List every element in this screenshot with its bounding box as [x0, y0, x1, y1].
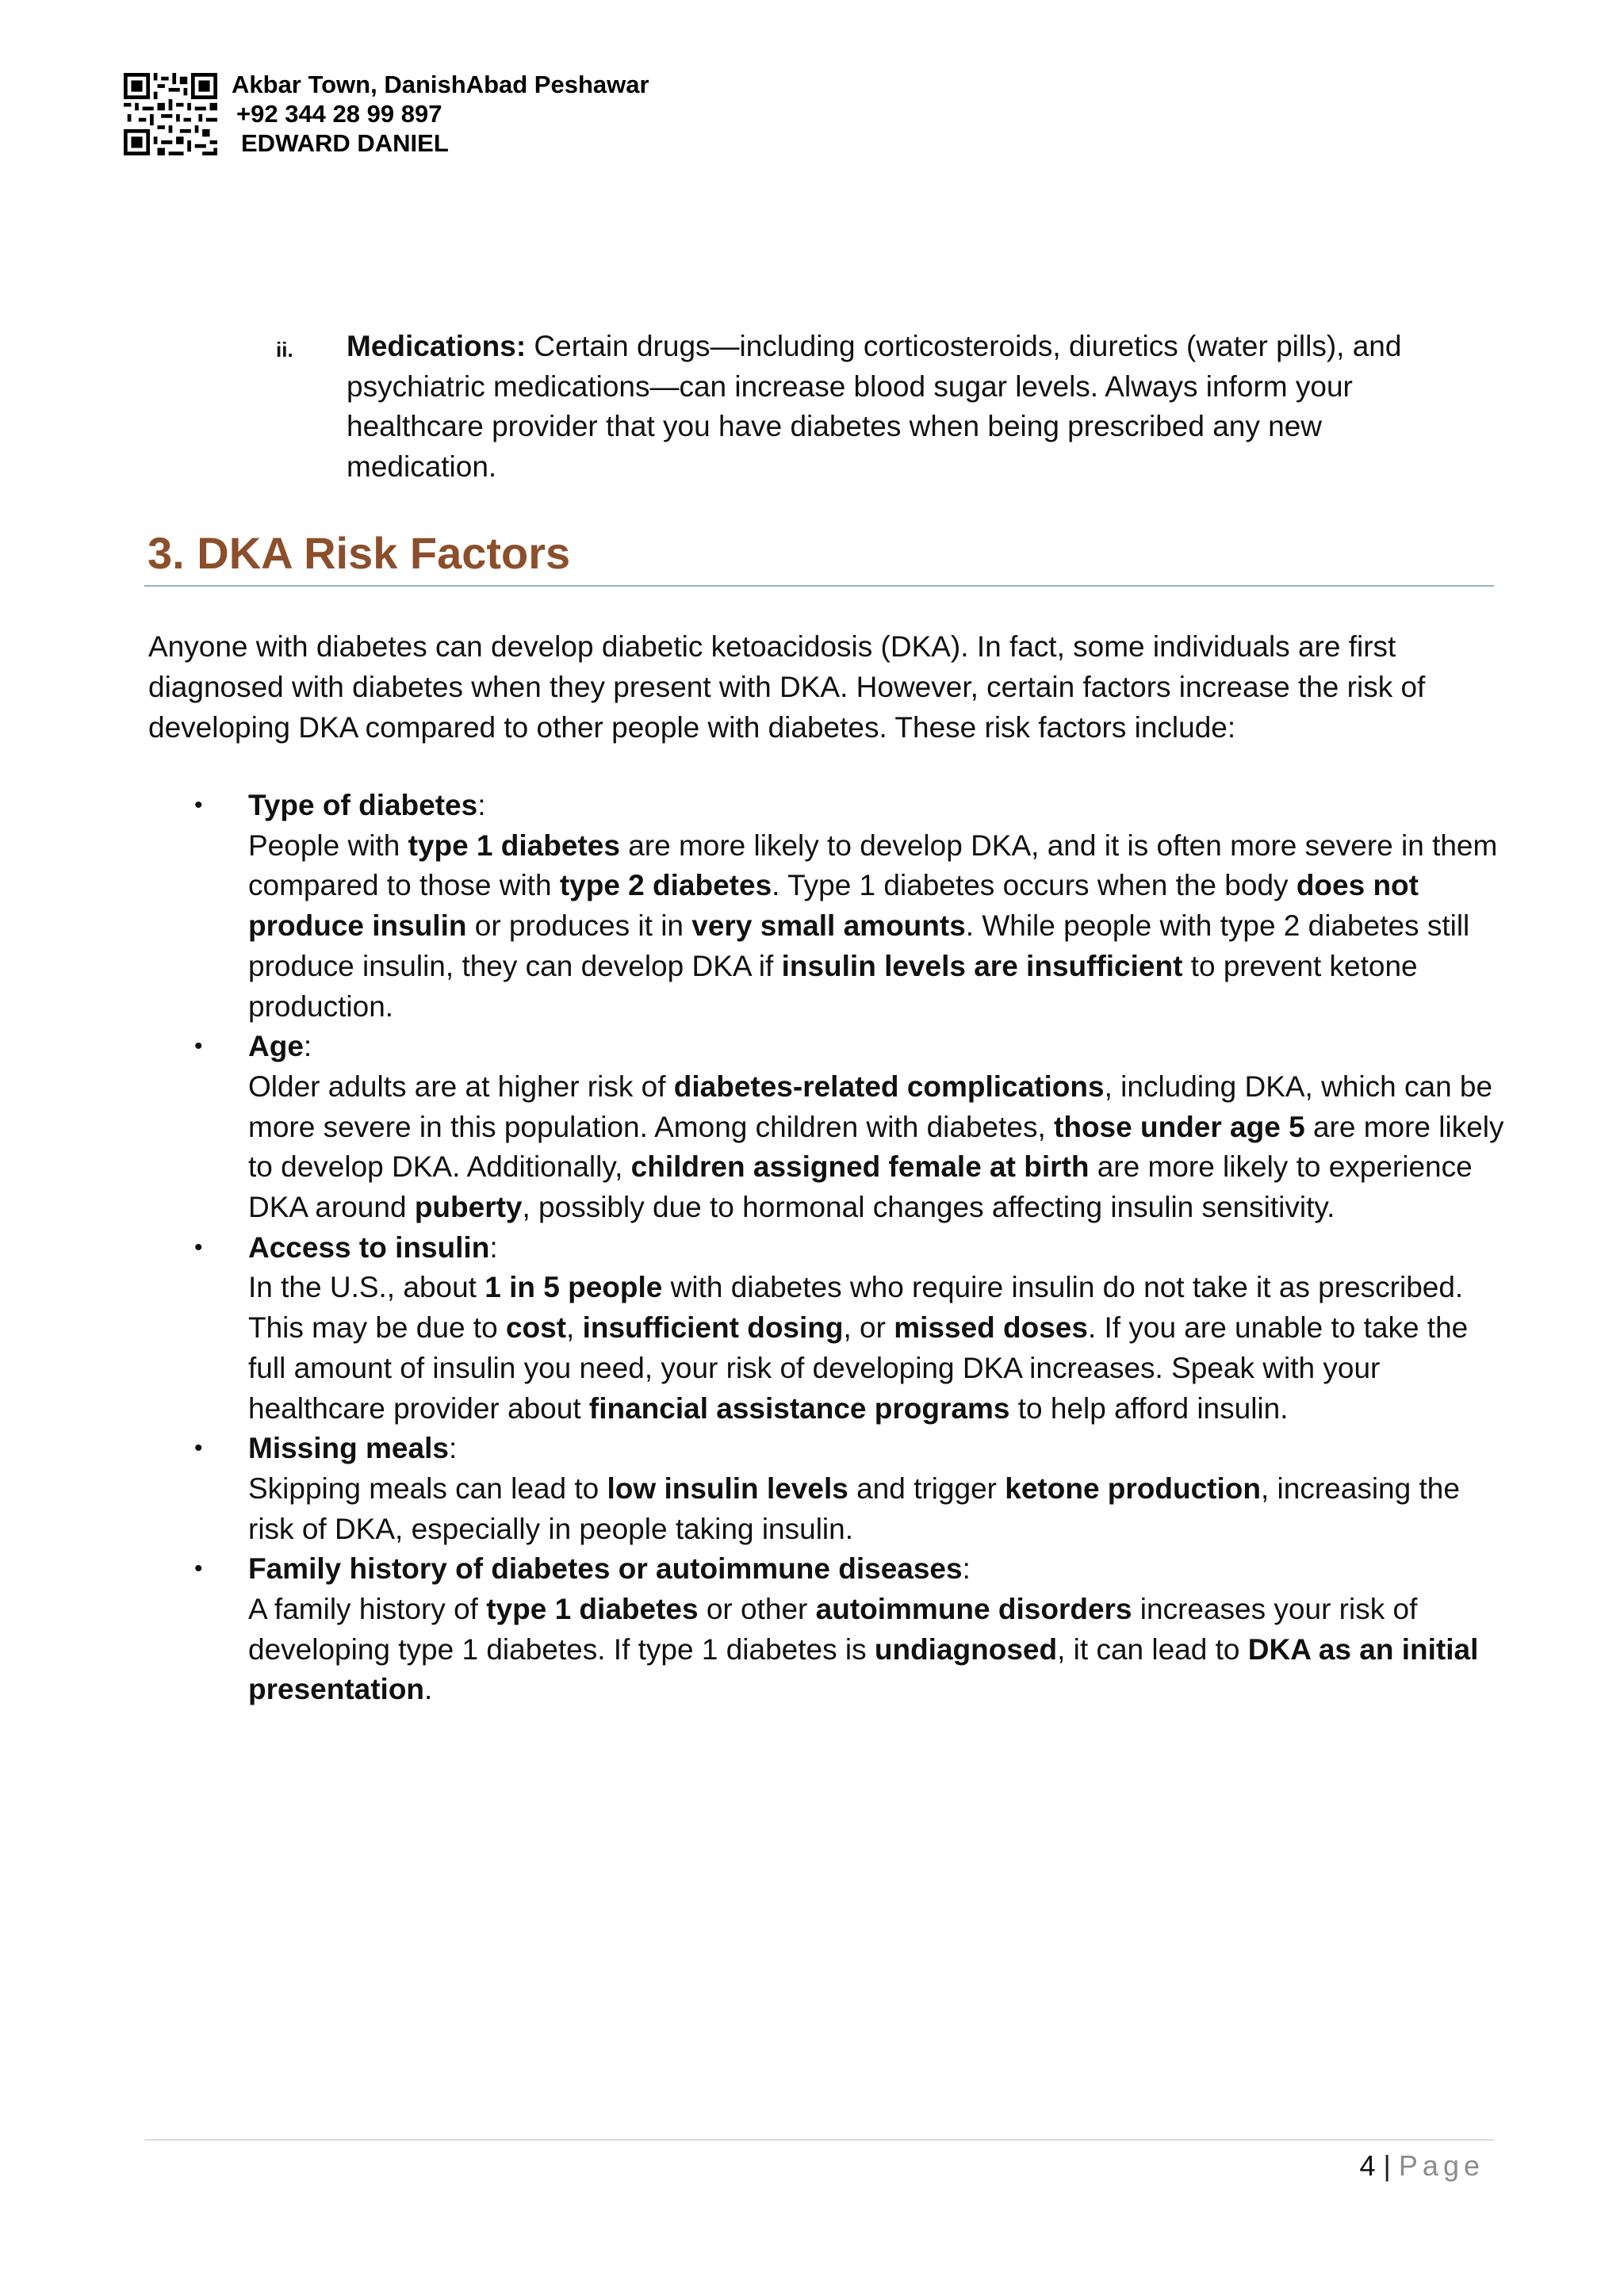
text-run: , increasing the risk of DKA, especially in people taking insulin. — [248, 1471, 1460, 1545]
emphasized-text: autoimmune disorders — [815, 1593, 1132, 1626]
emphasized-text: does not produce insulin — [248, 869, 1419, 943]
emphasized-text: those under age 5 — [1054, 1110, 1305, 1143]
text-run: People with — [248, 828, 408, 862]
page-number: 4 — [1359, 2149, 1376, 2182]
text-run: are more likely to develop DKA. Additionally, — [248, 1110, 1504, 1184]
letterhead — [232, 70, 649, 158]
text-run: are more likely to experience DKA around — [248, 1150, 1473, 1224]
emphasized-text: ketone production — [1005, 1471, 1261, 1505]
risk-factor-title: Family history of diabetes or autoimmune diseases — [248, 1552, 963, 1586]
risk-factor-description — [248, 826, 1511, 1027]
risk-factor-description — [248, 1067, 1511, 1228]
text-run: , — [566, 1311, 583, 1345]
text-run: . — [424, 1673, 433, 1706]
medications-label: Medications: — [347, 330, 527, 362]
emphasized-text: 1 in 5 people — [485, 1271, 663, 1304]
risk-factor-title: Missing meals — [248, 1432, 449, 1465]
emphasized-text: very small amounts — [691, 909, 966, 943]
emphasized-text: insulin levels are insufficient — [781, 949, 1183, 982]
text-run: with diabetes who require insulin do not take it as prescribed. This may be due to — [248, 1271, 1464, 1345]
text-run: to help afford insulin. — [1009, 1391, 1289, 1425]
header-phone: +92 344 28 99 897 — [236, 100, 442, 128]
bullet-icon: • — [194, 1033, 203, 1060]
page-label: Page — [1398, 2149, 1484, 2182]
list-item: • Family history of diabetes or autoimmune diseases: A family history of type 1 diabetes or other autoimmune disorders increases your risk of developing type 1 diabetes. If type 1 diabetes is undiagnosed, it can lead to DKA as an initial presentation. — [194, 1549, 1511, 1710]
list-item: • Type of diabetes: People with type 1 diabetes are more likely to develop DKA, and it is often more severe in them compared to those with type 2 diabetes. Type 1 diabetes occurs when the body does not produce insulin or produces it in very small amounts. While people with type 2 diabetes still produce insulin, they can develop DKA if insulin levels are insufficient to prevent ketone production. — [194, 786, 1511, 1027]
medications-body: Certain drugs—including corticosteroids, diuretics (water pills), and psychiatric medications—can increase blood sugar levels. Always inform your healthcare provider that you have diabetes when being prescribed any new medication. — [347, 330, 1402, 483]
risk-factor-description — [248, 1590, 1511, 1710]
text-run: and trigger — [848, 1471, 1005, 1505]
emphasized-text: type 1 diabetes — [408, 828, 620, 862]
text-run: Skipping meals can lead to — [248, 1471, 607, 1505]
emphasized-text: type 2 diabetes — [559, 869, 772, 902]
emphasized-text: low insulin levels — [607, 1471, 848, 1505]
emphasized-text: cost — [505, 1311, 567, 1345]
header-address: Akbar Town, DanishAbad Peshawar — [232, 71, 649, 98]
list-numeral: ii. — [276, 338, 293, 362]
emphasized-text: undiagnosed — [874, 1632, 1058, 1666]
risk-factor-title: Access to insulin — [248, 1230, 490, 1264]
emphasized-text: diabetes-related complications — [673, 1070, 1105, 1103]
risk-factor-description — [248, 1469, 1511, 1549]
section-heading: 3. DKA Risk Factors — [147, 528, 571, 578]
list-item: • Missing meals: Skipping meals can lead to low insulin levels and trigger ketone production, increasing the risk of DKA, especially in people taking insulin. — [194, 1429, 1511, 1549]
text-run: are more likely to develop DKA, and it is often more severe in them compared to those with — [248, 828, 1498, 902]
emphasized-text: missed doses — [894, 1311, 1088, 1345]
risk-factor-description — [248, 1268, 1511, 1429]
bullet-icon: • — [194, 1435, 203, 1462]
risk-factor-title: Type of diabetes — [248, 789, 478, 821]
emphasized-text: financial assistance programs — [588, 1391, 1010, 1425]
footer-separator: | — [1383, 2149, 1391, 2182]
text-run: Older adults are at higher risk of — [248, 1070, 674, 1103]
risk-factor-title: Age — [248, 1030, 304, 1063]
header-name: EDWARD DANIEL — [241, 129, 449, 157]
emphasized-text: children assigned female at birth — [630, 1150, 1090, 1184]
text-run: , or — [843, 1311, 894, 1345]
emphasized-text: puberty — [414, 1191, 523, 1224]
bullet-icon: • — [194, 1234, 203, 1261]
text-run: , it can lead to — [1057, 1632, 1248, 1666]
list-item: • Access to insulin: In the U.S., about 1 in 5 people with diabetes who require insulin do not take it as prescribed. This may be due to cost, insufficient dosing, or missed doses. If you are unable to take the full amount of insulin you need, your risk of developing DKA increases. Speak with your healthcare provider about financial assistance programs to help afford insulin. — [194, 1228, 1511, 1429]
text-run: or other — [698, 1593, 816, 1626]
text-run: . If you are unable to take the full amount of insulin you need, your risk of developing DKA increases. Speak with your healthcare provider about — [248, 1311, 1469, 1425]
medications-text — [347, 327, 1457, 487]
bullet-icon: • — [194, 1556, 203, 1582]
text-run: or produces it in — [466, 909, 692, 943]
text-run: A family history of — [248, 1593, 487, 1626]
text-run: increases your risk of developing type 1 diabetes. If type 1 diabetes is — [248, 1593, 1418, 1666]
heading-divider — [144, 585, 1494, 587]
page-footer — [1360, 2147, 1485, 2185]
text-run: , possibly due to hormonal changes affecting insulin sensitivity. — [522, 1191, 1335, 1224]
medications-item — [276, 327, 1513, 487]
text-run: . While people with type 2 diabetes still produce insulin, they can develop DKA if — [248, 909, 1470, 982]
text-run: to prevent ketone production. — [248, 949, 1418, 1023]
bullet-icon: • — [194, 792, 203, 818]
qr-code — [124, 73, 217, 155]
section-intro: Anyone with diabetes can develop diabetic ketoacidosis (DKA). In fact, some individuals are first diagnosed with diabetes when they present with DKA. However, certain factors increase the risk of developing DKA compared to other people with diabetes. These risk factors include: — [148, 630, 1426, 744]
footer-divider — [144, 2139, 1494, 2141]
text-run: , including DKA, which can be more severe in this population. Among children with diabetes, — [248, 1070, 1493, 1143]
text-run: In the U.S., about — [248, 1271, 485, 1304]
emphasized-text: type 1 diabetes — [486, 1593, 699, 1626]
emphasized-text: DKA as an initial presentation — [248, 1632, 1479, 1706]
text-run: . Type 1 diabetes occurs when the body — [772, 869, 1297, 902]
list-item: • Age: Older adults are at higher risk of diabetes-related complications, including DKA, which can be more severe in this population. Among children with diabetes, those under age 5 are more likely to develop DKA. Additionally, children assigned female at birth are more likely to experience DKA around puberty, possibly due to hormonal changes affecting insulin sensitivity. — [194, 1027, 1511, 1228]
risk-factor-list — [194, 786, 1511, 1710]
emphasized-text: insufficient dosing — [582, 1311, 844, 1345]
